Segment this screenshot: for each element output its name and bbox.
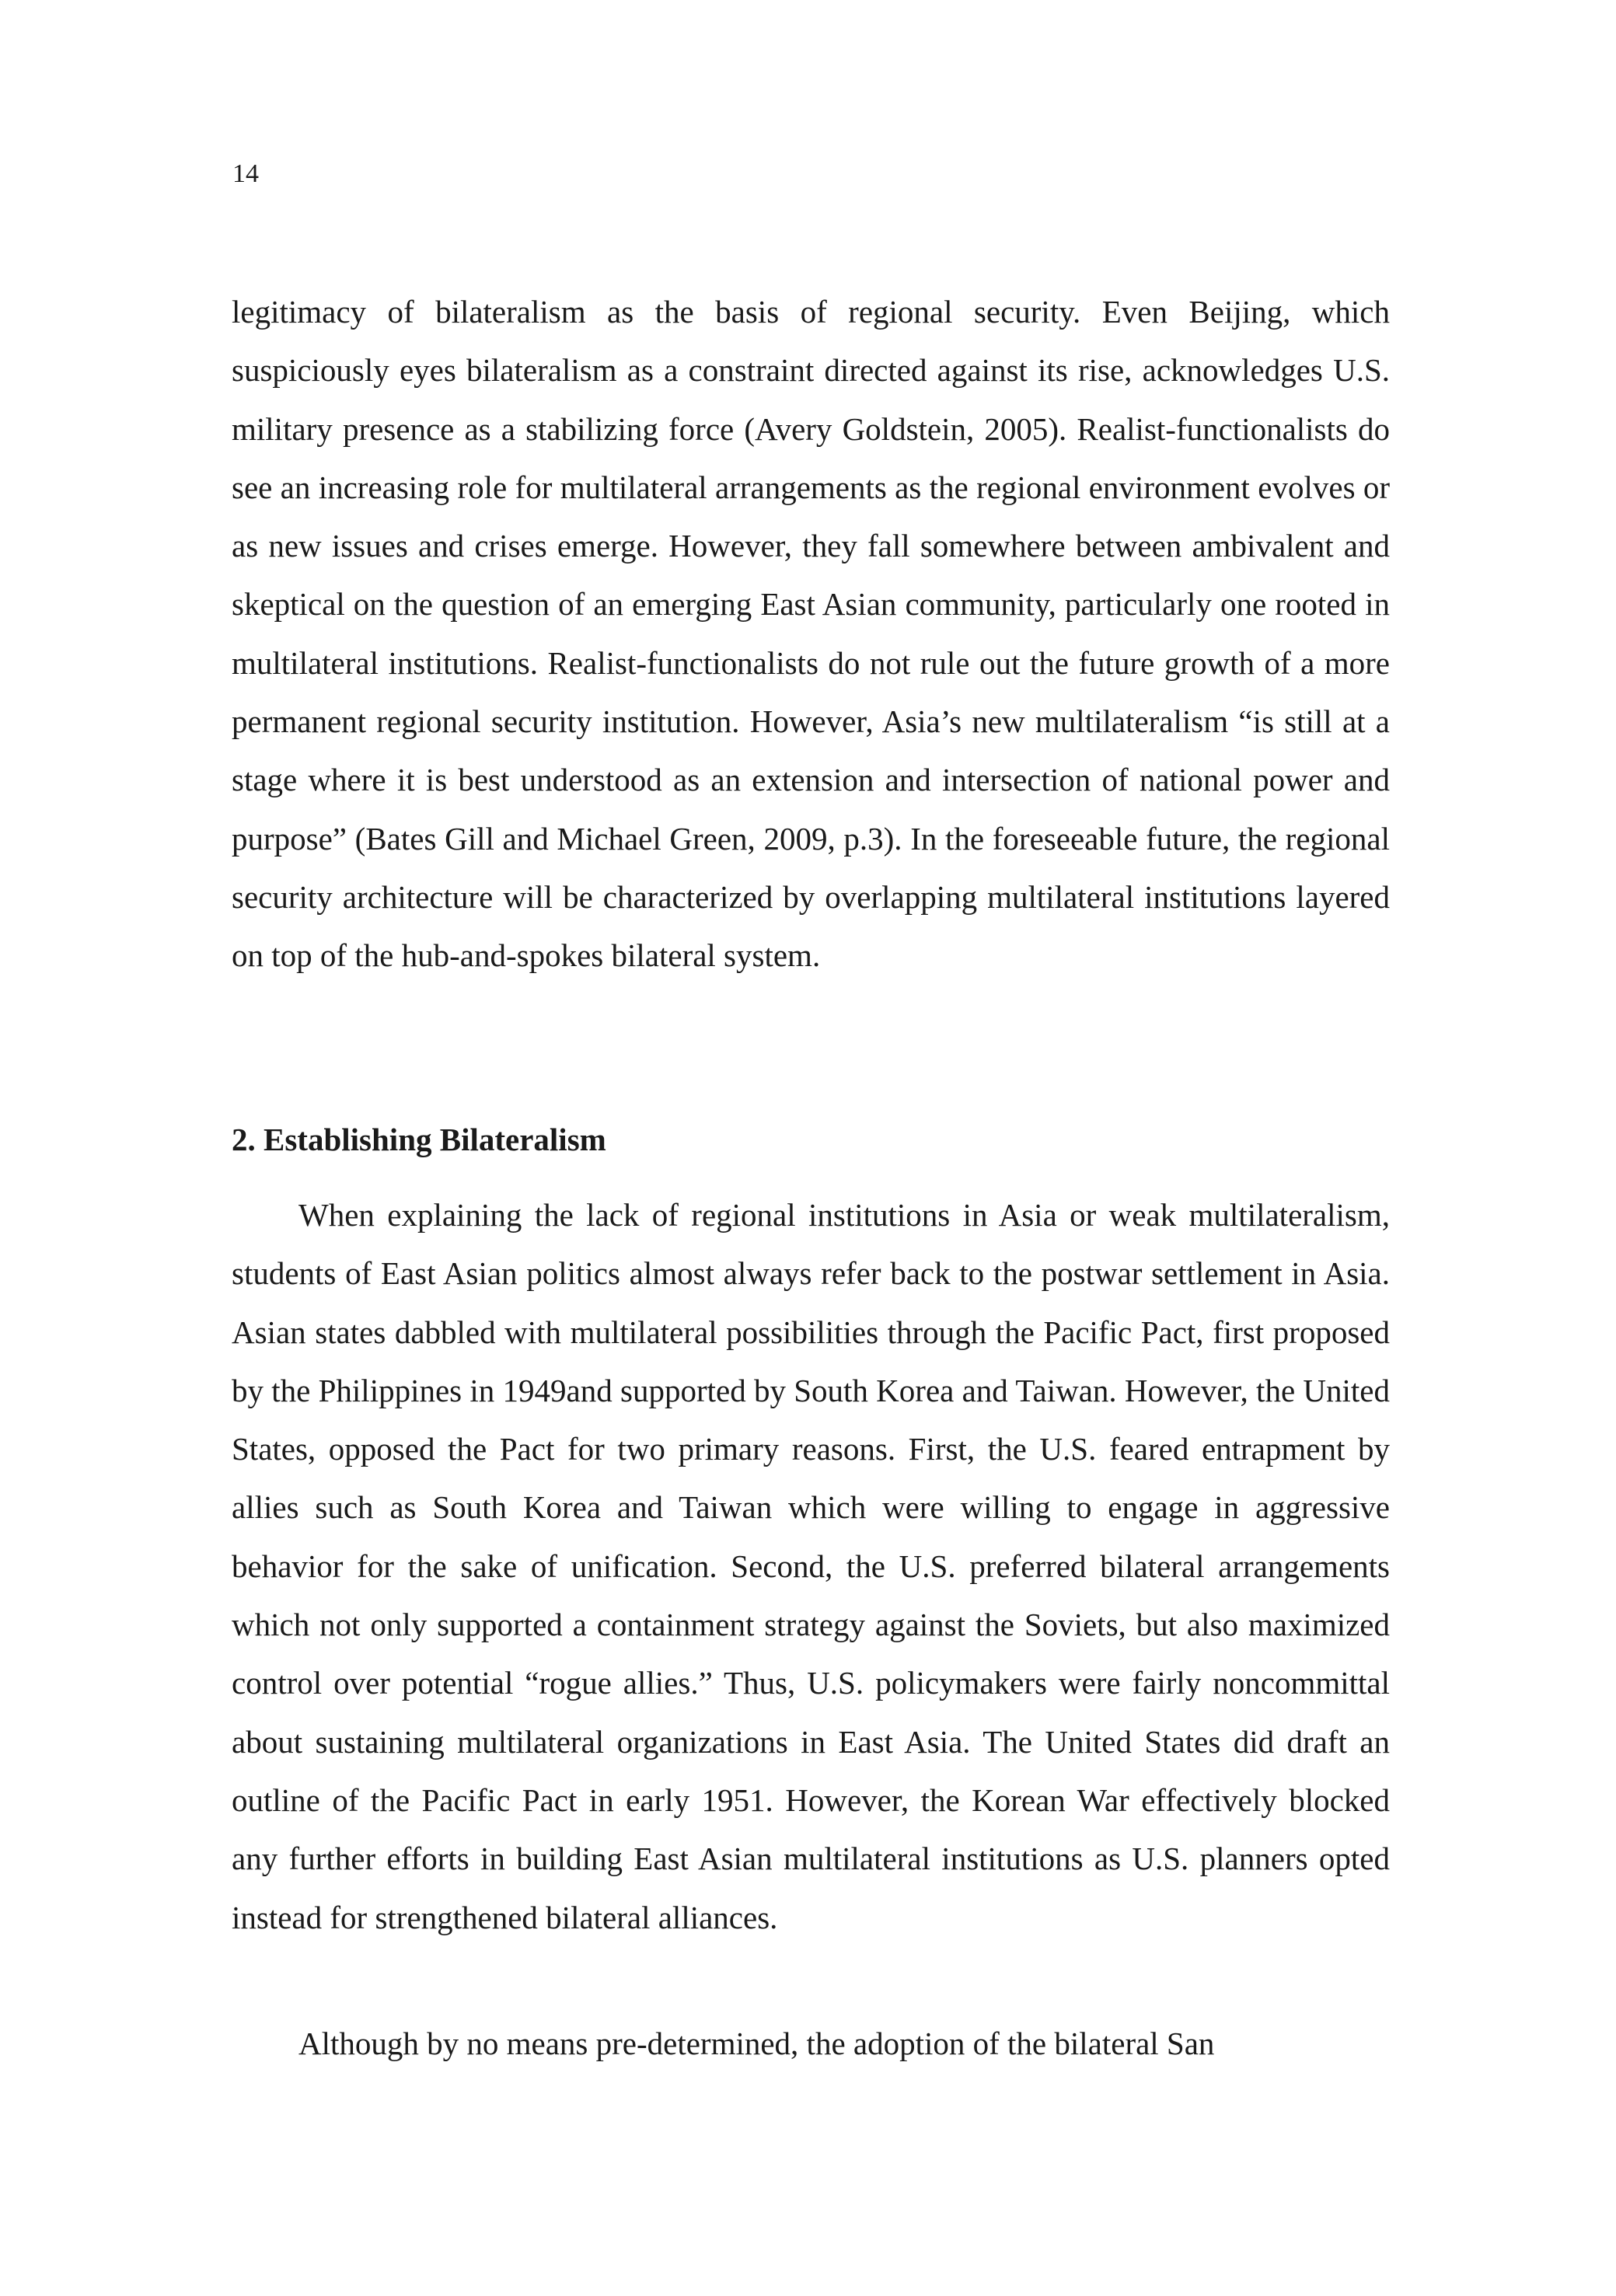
section-heading: 2. Establishing Bilateralism [232,1122,606,1157]
paragraph-section-body: When explaining the lack of regional institutions in Asia or weak multilateralism, students of East Asian politics almost always refer back to the postwar settlement in Asia. Asian states dabbled with multilateral possibilities through the Pacific Pact, first proposed by the Philippines in 1949and supported by South Korea and Taiwan. However, the United States, opposed the Pact for two primary reasons. First, the U.S. feared entrapment by allies such as South Korea and Taiwan which were willing to engage in aggressive behavior for the sake of unification. Second, the U.S. preferred bilateral arrangements which not only supported a containment strategy against the Soviets, but also maximized control over potential “rogue allies.” Thus, U.S. policymakers were fairly noncommittal about sustaining multilateral organizations in East Asia. The United States did draft an outline of the Pacific Pact in early 1951. However, the Korean War effectively blocked any further efforts in building East Asian multilateral institutions as U.S. planners opted instead for strengthened bilateral alliances. [232,1197,1390,1935]
page-number: 14 [232,159,259,188]
paragraph-intro: legitimacy of bilateralism as the basis of regional security. Even Beijing, which suspiciously eyes bilateralism as a constraint directed against its rise, acknowledges U.S. military presence as a stabilizing force (Avery Goldstein, 2005). Realist-functionalists do see an increasing role for multilateral arrangements as the regional environment evolves or as new issues and crises emerge. However, they fall somewhere between ambivalent and skeptical on the question of an emerging East Asian community, particularly one rooted in multilateral institutions. Realist-functionalists do not rule out the future growth of a more permanent regional security institution. However, Asia’s new multilateralism “is still at a stage where it is best understood as an extension and intersection of national power and purpose” (Bates Gill and Michael Green, 2009, p.3). In the foreseeable future, the regional security architecture will be characterized by overlapping multilateral institutions layered on top of the hub-and-spokes bilateral system. [232,294,1390,974]
paragraph-continued: Although by no means pre-determined, the adoption of the bilateral San [298,2026,1215,2061]
